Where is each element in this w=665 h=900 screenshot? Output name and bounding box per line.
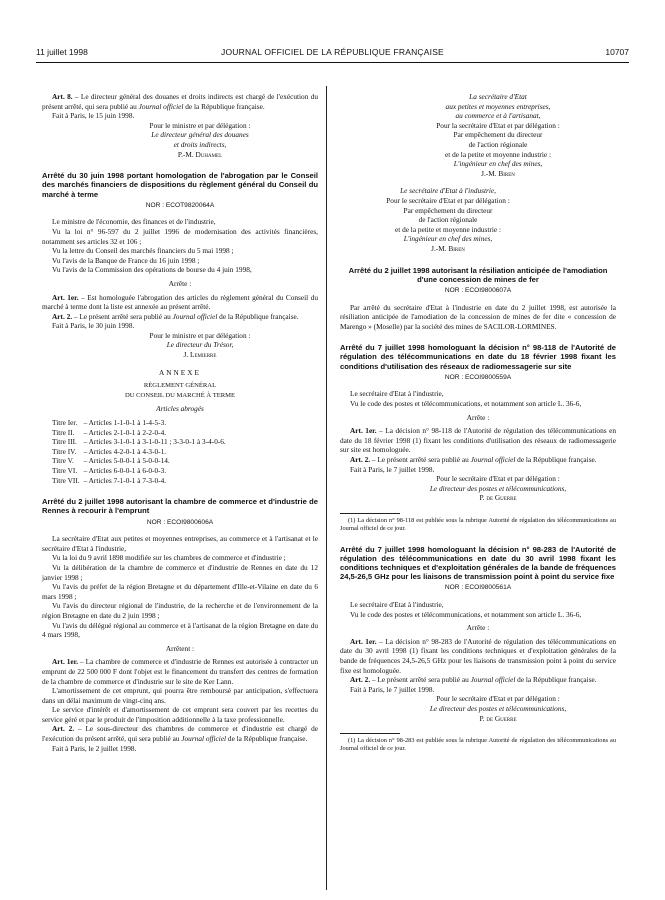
titre-articles: – Articles 3-1-0-1 à 3-1-0-11 ; 3-3-0-1 à 3-4-0-6.	[83, 437, 226, 447]
article-8: Art. 8. – Le directeur général des douanes et droits indirects est chargé de l'exécution du présent arrêté, qui sera publié au Journal officiel de la République française.	[42, 92, 318, 111]
titre-label: Titre Ier.	[52, 418, 78, 428]
visa: Vu l'avis de la Commission des opérations de bourse du 4 juin 1998,	[52, 265, 252, 275]
paragraph: L'amortissement de cet emprunt, qui pourra être remboursé par anticipation, s'effectuera dans un délai maximum de vingt-cinq ans.	[42, 686, 318, 705]
visa: Le secrétaire d'Etat à l'industrie,	[350, 389, 444, 399]
article-2: Art. 2. – Le présent arrêté sera publié au Journal officiel de la République française.	[350, 675, 597, 685]
arrete-30-juin-title: Arrêté du 30 juin 1998 portant homologation de l'abrogation par le Conseil des marchés financiers de dispositions du règlement général du Conseil du marché à terme	[42, 171, 318, 199]
fait-paris: Fait à Paris, le 7 juillet 1998.	[350, 464, 435, 474]
footnote-rule	[340, 513, 400, 514]
nor-code: NOR : ECOI9800559A	[444, 373, 512, 381]
article-2: Art. 2. – Le présent arrêté sera publié au Journal officiel de la République française.	[52, 311, 299, 321]
titre-label: Titre V.	[52, 456, 74, 466]
titre-articles: – Articles 2-1-0-1 à 2-2-0-4.	[83, 427, 167, 437]
arrete-98-283-title: Arrêté du 7 juillet 1998 homologuant la décision n° 98-283 de l'Autorité de régulation des télécommunications en date du 30 avril 1998 fixant les conditions techniques et d'exploitation générales de la bande de fréquences 24,5-26,5 GHz pour les liaisons de transmission point à point du service fixe	[340, 544, 616, 582]
article-1: Art. 1er. – Est homologuée l'abrogation des articles du règlement général du Conseil du marché à terme dont la liste est annexée au présent arrêté.	[42, 292, 318, 312]
list-item	[52, 456, 230, 466]
titre-label: Titre VI.	[52, 466, 78, 476]
list-item	[52, 447, 230, 457]
visa: Vu la lettre du Conseil des marchés financiers du 5 mai 1998 ;	[52, 246, 234, 256]
reglement-heading-2: DU CONSEIL DU MARCHÉ À TERME	[124, 391, 236, 399]
signature-douanes: Pour le ministre et par délégation : Le directeur général des douanes et droits indirects, P.-M. Duhamel	[149, 120, 251, 159]
fait-paris: Fait à Paris, le 30 juin 1998.	[52, 321, 135, 331]
list-item	[52, 437, 230, 447]
visa: Vu l'avis du préfet de la région Bretagne et du département d'Ille-et-Vilaine en date du 6 mars 1998 ;	[42, 582, 318, 601]
nor-code: NOR : ECOI9800561A	[444, 584, 512, 592]
header-journal-title: JOURNAL OFFICIEL DE LA RÉPUBLIQUE FRANÇAISE	[221, 47, 444, 57]
arrete-heading: Arrête :	[466, 412, 490, 422]
fait-paris: Fait à Paris, le 7 juillet 1998.	[350, 684, 435, 694]
titre-label: Titre IV.	[52, 446, 77, 456]
paragraph: Le service d'intérêt et d'amortissement de cet emprunt sera couvert par les recettes du service géré et par le produit de l'imposition additionnelle à la taxe professionnelle.	[42, 705, 318, 724]
signature-tresor: Pour le ministre et par délégation : Le directeur du Trésor, J. Lemierre	[149, 330, 251, 360]
visa: La secrétaire d'Etat aux petites et moyennes entreprises, au commerce et à l'artisanat et le secrétaire d'Etat à l'industrie,	[42, 534, 318, 553]
visa: Vu le code des postes et télécommunications, et notamment son article L. 36-6,	[350, 609, 582, 619]
footnote: (1) La décision n° 98-283 est publiée sous la rubrique Autorité de régulation des télécommunications au Journal officiel de ce jour.	[340, 737, 616, 752]
article-2: Art. 2. – Le présent arrêté sera publié au Journal officiel de la République française.	[350, 455, 597, 465]
visa: Vu l'avis du directeur régional de l'industrie, de la recherche et de l'environnement de la région Bretagne en date du 2 juin 1998 ;	[42, 601, 318, 620]
reglement-heading-1: RÈGLEMENT GÉNÉRAL	[143, 382, 217, 390]
annexe-heading: ANNEXE	[159, 367, 201, 377]
list-item	[52, 466, 230, 476]
article-1: Art. 1er. – La décision n° 98-118 de l'Autorité de régulation des télécommunications en date du 18 février 1998 (1) fixant les conditions d'utilisation des réseaux de radiomessagerie sur site est homologuée.	[340, 426, 616, 455]
footnote: (1) La décision n° 98-118 est publiée sous la rubrique Autorité de régulation des télécommunications au Journal officiel de ce jour.	[340, 517, 616, 532]
visa: Vu l'avis du délégué régional au commerce et à l'artisanat de la région Bretagne en date du 4 mars 1998,	[42, 620, 318, 640]
right-column	[340, 92, 616, 753]
titre-articles: – Articles 5-0-0-1 à 5-0-0-14.	[83, 456, 170, 466]
arrete-2-juillet-rennes-title: Arrêté du 2 juillet 1998 autorisant la chambre de commerce et d'industrie de Rennes à recourir à l'emprunt	[42, 497, 318, 516]
signature-postes: Pour le secrétaire d'Etat et par délégation : Le directeur des postes et télécommunications, P. de Guerre	[429, 474, 567, 503]
fait-paris-1: Fait à Paris, le 15 juin 1998.	[52, 111, 135, 121]
titre-articles: – Articles 4-2-0-1 à 4-3-0-1.	[83, 446, 167, 456]
visa: Vu la loi n° 96-597 du 2 juillet 1996 de modernisation des activités financières, notamment ses articles 32 et 106 ;	[42, 226, 318, 246]
list-item	[52, 418, 230, 428]
article-1: Art. 1er. – La chambre de commerce et d'industrie de Rennes est autorisée à contracter un emprunt de 22 500 000 F dont l'objet est le financement du transfert des centres de formation de la chambre de commerce et d'industrie sur le site de Ker Lann.	[42, 657, 318, 686]
header-rule	[36, 62, 629, 63]
signature-industrie: Le secrétaire d'Etat à l'industrie, Pour le secrétaire d'Etat et par délégation : Par empêchement du directeur de l'action régionale et de la petite et moyenne industrie : L'ingénieur en chef des mines, J.-M. Biren	[386, 186, 510, 253]
fait-paris: Fait à Paris, le 2 juillet 1998.	[52, 743, 137, 753]
arretent-heading: Arrêtent :	[165, 643, 195, 653]
titre-label: Titre III.	[52, 437, 77, 447]
header-date: 11 juillet 1998	[36, 47, 88, 57]
visa: Vu le code des postes et télécommunications, et notamment son article L. 36-6,	[350, 399, 582, 409]
titre-articles: – Articles 7-1-0-1 à 7-3-0-4.	[83, 475, 167, 485]
titre-articles: – Articles 1-1-0-1 à 1-4-5-3.	[83, 418, 167, 428]
header-page-number: 10707	[605, 47, 629, 57]
column-divider	[326, 86, 327, 890]
visa: Vu la loi du 9 avril 1898 modifiée sur les chambres de commerce et d'industrie ;	[52, 553, 286, 563]
footnote-rule	[340, 733, 400, 734]
arrete-heading: Arrête :	[168, 278, 192, 288]
arrete-heading: Arrête :	[466, 623, 490, 633]
visa: Le secrétaire d'Etat à l'industrie,	[350, 600, 444, 610]
nor-code: NOR : ECOI9800607A	[444, 286, 512, 294]
nor-code: NOR : ECOT9820064A	[145, 201, 215, 209]
titres-list	[52, 418, 230, 485]
titre-articles: – Articles 6-0-0-1 à 6-0-0-3.	[83, 466, 167, 476]
titre-label: Titre II.	[52, 427, 75, 437]
list-item	[52, 428, 230, 438]
visa: Le ministre de l'économie, des finances et de l'industrie,	[52, 217, 216, 227]
paragraph: Par arrêté du secrétaire d'Etat à l'industrie en date du 2 juillet 1998, est autorisée la résiliation anticipée de l'amodiation de la concession de mines de fer dite « concession de Marengo » (Moselle) par la société des mines de SACILOR-LORMINES.	[340, 302, 616, 331]
article-2: Art. 2. – Le sous-directeur des chambres de commerce et d'industrie est chargé de l'exécution du présent arrêté, qui sera publié au Journal officiel de la République française.	[42, 724, 318, 744]
arrete-98-118-title: Arrêté du 7 juillet 1998 homologuant la décision n° 98-118 de l'Autorité de régulation des télécommunications en date du 18 février 1998 fixant les conditions d'utilisation des réseaux de radiomessagerie sur site	[340, 343, 616, 371]
signature-postes-2: Pour le secrétaire d'Etat et par délégation : Le directeur des postes et télécommunications, P. de Guerre	[429, 694, 567, 723]
nor-code: NOR : ECOI9800606A	[146, 518, 214, 526]
titre-label: Titre VII.	[52, 475, 80, 485]
page-header	[36, 47, 629, 61]
list-item	[52, 476, 230, 486]
signature-pme: La secrétaire d'Etat aux petites et moyennes entreprises, au commerce et à l'artisanat, Pour la secrétaire d'Etat et par délégation : Par empêchement du directeur de l'action régionale et de la petite et moyenne industrie : L'ingénieur en chef des mines, J.-M. Biren	[436, 92, 560, 178]
left-column	[42, 92, 318, 753]
arrete-mines-de-fer-title: Arrêté du 2 juillet 1998 autorisant la résiliation anticipée de l'amodiation d'une concession de mines de fer	[348, 265, 608, 284]
visa: Vu l'avis de la Banque de France du 16 juin 1998 ;	[52, 255, 200, 265]
article-1: Art. 1er. – La décision n° 98-283 de l'Autorité de régulation des télécommunications en date du 30 avril 1998 (1) fixant les conditions techniques et d'exploitation générales de la bande de fréquences 24,5-26,5 GHz pour les liaisons de transmission point à point du service fixe est homologuée.	[340, 636, 616, 675]
visa: Vu la délibération de la chambre de commerce et d'industrie de Rennes en date du 12 janvier 1998 ;	[42, 562, 318, 582]
articles-abroges-heading: Articles abrogés	[156, 404, 204, 414]
